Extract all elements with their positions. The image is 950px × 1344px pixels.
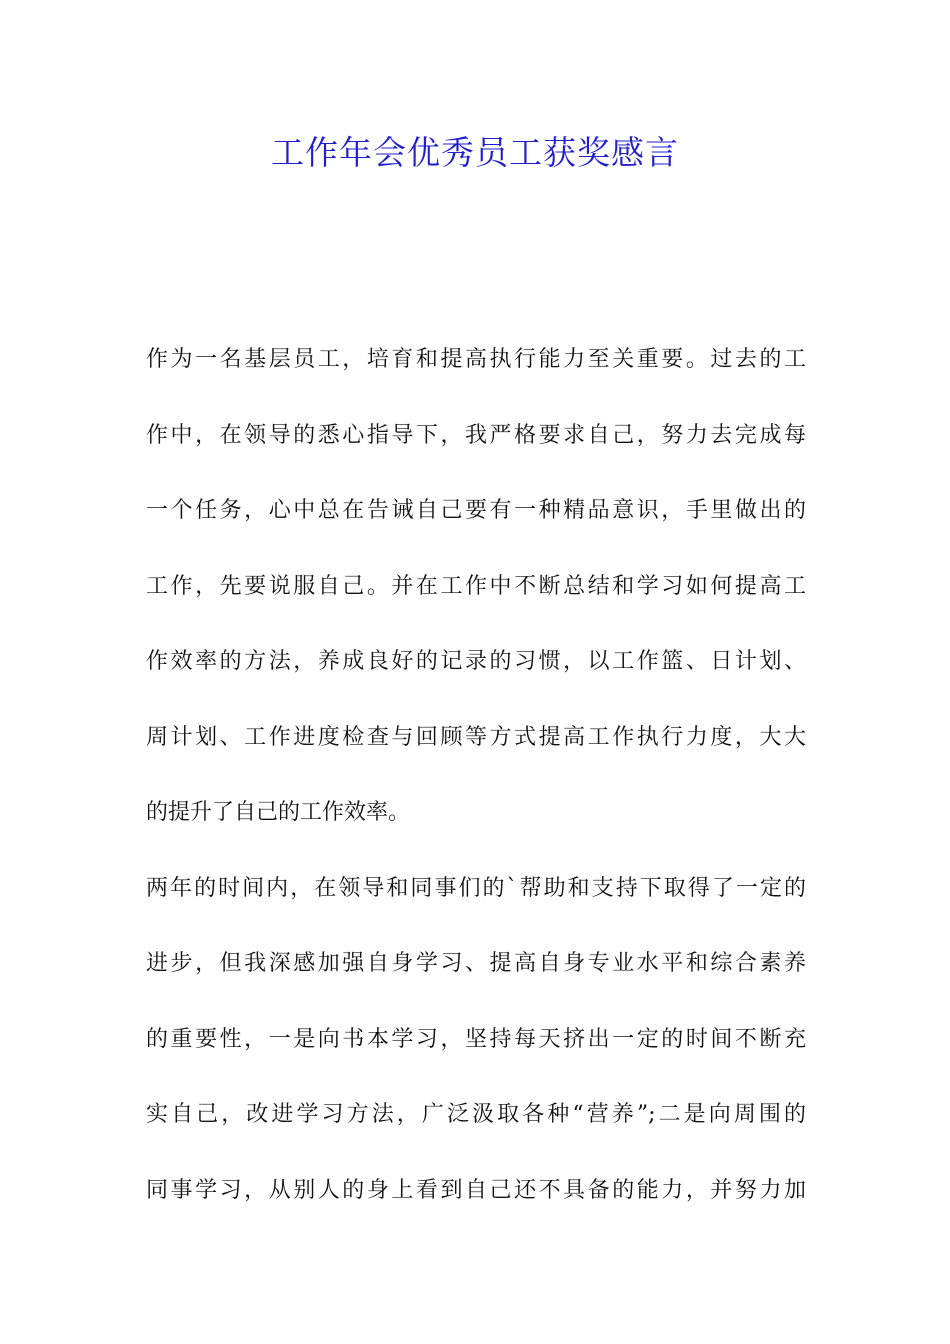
paragraph-line: 作中，在领导的悉心指导下，我严格要求自己，努力去完成每 <box>146 422 806 448</box>
paragraph-line: 周计划、工作进度检查与回顾等方式提高工作执行力度，大大 <box>146 724 806 750</box>
paragraph-line: 进步，但我深感加强自身学习、提高自身专业水平和综合素养 <box>146 951 806 976</box>
document-title: 工作年会优秀员工获奖感言 <box>271 133 679 172</box>
paragraph-line: 工作，先要说服自己。并在工作中不断总结和学习如何提高工 <box>146 573 806 599</box>
paragraph-line: 作为一名基层员工，培育和提高执行能力至关重要。过去的工 <box>146 347 806 372</box>
paragraph-line: 同事学习，从别人的身上看到自己还不具备的能力，并努力加 <box>146 1177 806 1203</box>
paragraph-line: 一个任务，心中总在告诫自己要有一种精品意识，手里做出的 <box>146 498 806 523</box>
paragraph-line: 的提升了自己的工作效率。 <box>146 800 411 825</box>
paragraph-line: 两年的时间内，在领导和同事们的`帮助和支持下取得了一定的 <box>146 875 806 901</box>
document-body <box>146 337 806 1243</box>
paragraph-line: 实自己，改进学习方法，广泛汲取各种“营养”;二是向周围的 <box>146 1102 806 1127</box>
paragraph-line: 的重要性，一是向书本学习，坚持每天挤出一定的时间不断充 <box>146 1026 806 1052</box>
paragraph-line: 作效率的方法，养成良好的记录的习惯，以工作篮、日计划、 <box>146 649 806 674</box>
